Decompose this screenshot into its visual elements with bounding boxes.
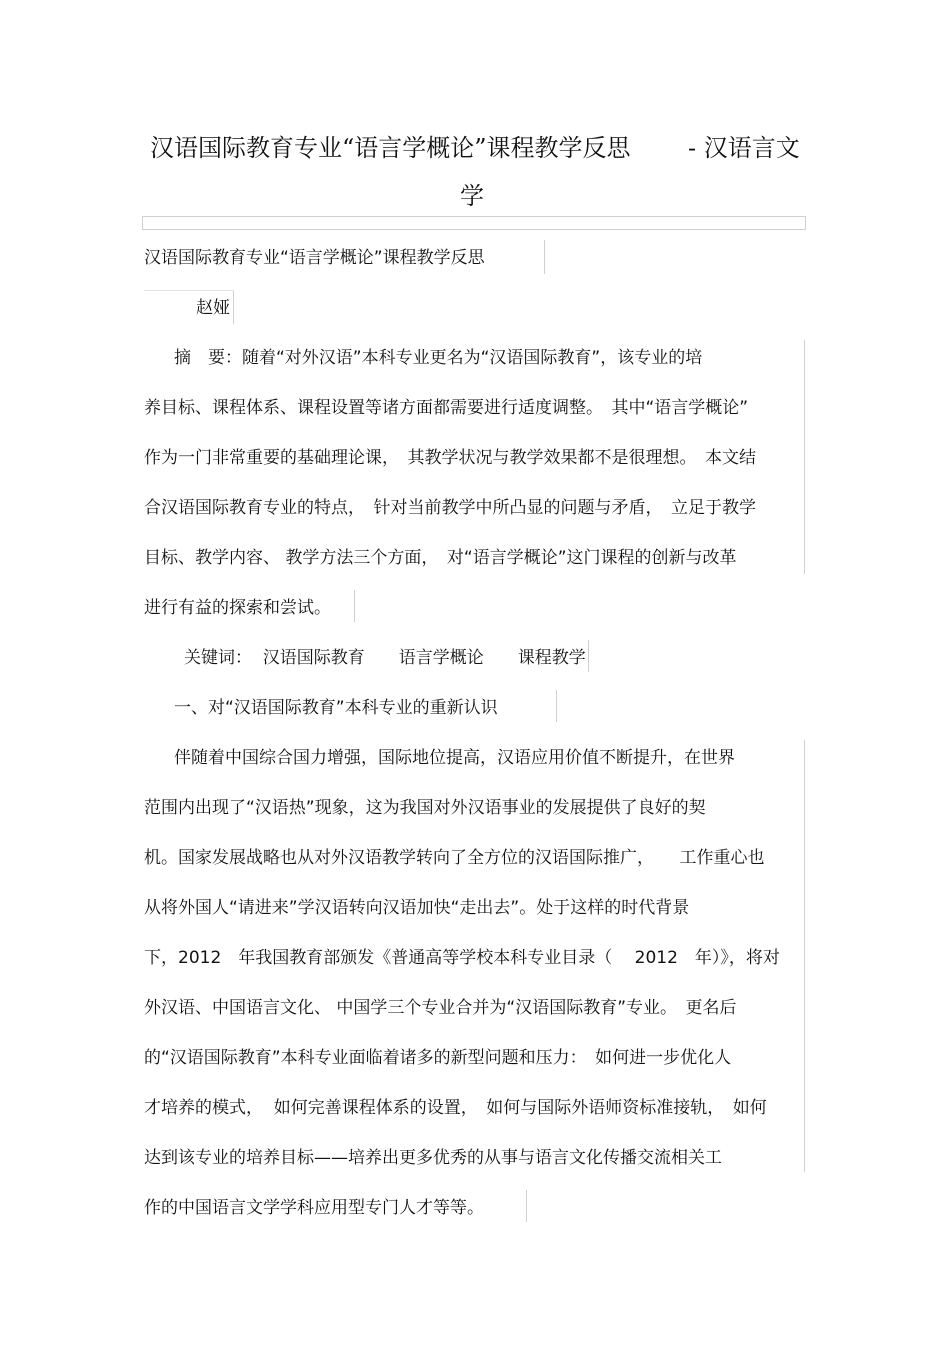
column-guide [804,340,805,574]
column-guide [233,290,234,324]
abstract-line: 摘 要：随着“对外汉语”本科专业更名为“汉语国际教育”，该专业的培 [174,348,703,368]
body-line: 达到该专业的培养目标——培养出更多优秀的从事与语言文化传播交流相关工 [144,1148,722,1168]
column-guide [804,740,805,1172]
abstract-line: 进行有益的探索和尝试。 [144,598,331,618]
column-guide [588,640,589,672]
abstract-line: 合汉语国际教育专业的特点， 针对当前教学中所凸显的问题与矛盾， 立足于教学 [144,498,756,518]
column-guide [144,290,234,291]
body-line: 的“汉语国际教育”本科专业面临着诸多的新型问题和压力： 如何进一步优化人 [144,1048,732,1068]
body-line: 从将外国人“请进来”学汉语转向汉语加快“走出去”。处于这样的时代背景 [144,898,690,918]
keywords: 关键词： 汉语国际教育 语言学概论 课程教学 [184,648,586,668]
abstract-line: 养目标、课程体系、课程设置等诸方面都需要进行适度调整。 其中“语言学概论” [144,398,749,418]
section-heading: 一、对“汉语国际教育”本科专业的重新认识 [174,698,498,718]
body-line: 作的中国语言文学学科应用型专门人才等等。 [144,1198,484,1218]
body-line: 才培养的模式， 如何完善课程体系的设置， 如何与国际外语师资标准接轨， 如何 [144,1098,767,1118]
column-guide [526,1190,527,1222]
column-guide [544,240,545,274]
title-line-1: 汉语国际教育专业“语言学概论”课程教学反思 [150,134,631,162]
title-line-1-suffix: - 汉语言文 [688,134,800,162]
body-line: 伴随着中国综合国力增强，国际地位提高，汉语应用价值不断提升，在世界 [174,748,735,768]
body-line: 机。国家发展战略也从对外汉语教学转向了全方位的汉语国际推广， 工作重心也 [144,848,765,868]
body-line: 外汉语、中国语言文化、 中国学三个专业合并为“汉语国际教育”专业。 更名后 [144,998,737,1018]
column-guide [556,690,557,722]
body-line: 下，2012 年我国教育部颁发《普通高等学校本科专业目录（ 2012 年）》，将对 [144,948,780,968]
author: 赵娅 [196,298,230,318]
subtitle: 汉语国际教育专业“语言学概论”课程教学反思 [144,248,485,268]
body-line: 范围内出现了“汉语热”现象，这为我国对外汉语事业的发展提供了良好的契 [144,798,706,818]
abstract-line: 作为一门非常重要的基础理论课， 其教学状况与教学效果都不是很理想。 本文结 [144,448,756,468]
title-line-2: 学 [460,182,484,210]
abstract-line: 目标、教学内容、 教学方法三个方面， 对“语言学概论”这门课程的创新与改革 [144,548,737,568]
title-rule [142,216,806,230]
column-guide [354,590,355,622]
